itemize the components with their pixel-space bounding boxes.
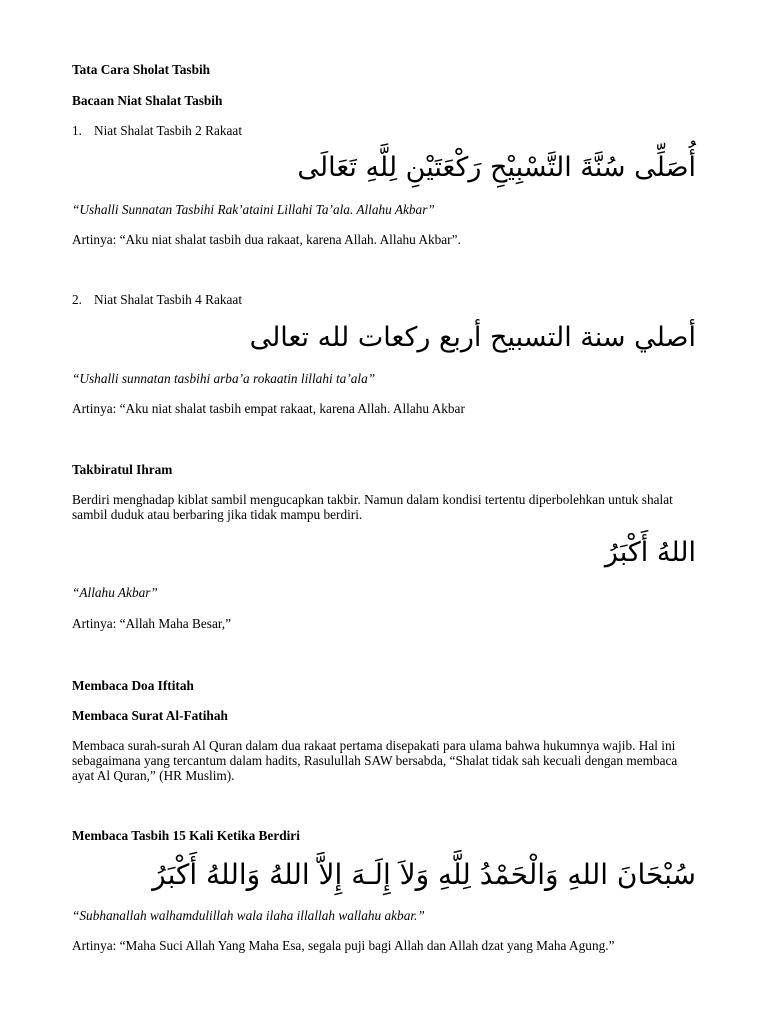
niat-item-2-latin: “Ushalli sunnatan tasbihi arba’a rokaatin lillahi ta’ala” [72, 371, 376, 386]
niat-item-2-label-line [72, 292, 696, 307]
document-title: Tata Cara Sholat Tasbih [72, 62, 211, 77]
niat-item-1-number: 1. [72, 123, 82, 138]
niat-item-1-meaning: Artinya: “Aku niat shalat tasbih dua rakaat, karena Allah. Allahu Akbar”. [72, 232, 461, 247]
takbiratul-heading: Takbiratul Ihram [72, 462, 173, 477]
takbiratul-arabic: اللهُ أَكْبَرُ [604, 537, 696, 568]
tasbih15-latin: “Subhanallah walhamdulillah wala ilaha illallah wallahu akbar.” [72, 908, 425, 923]
takbiratul-latin: “Allahu Akbar” [72, 585, 158, 600]
niat-item-2-number: 2. [72, 292, 82, 307]
niat-item-1-arabic: أُصَلِّى سُنَّةَ التَّسْبِيْحِ رَكْعَتَيْنِ لِلَّهِ تَعَالَى [297, 152, 696, 183]
tasbih15-meaning: Artinya: “Maha Suci Allah Yang Maha Esa, segala puji bagi Allah dan Allah dzat yang Maha Agung.” [72, 938, 615, 953]
iftitah-heading: Membaca Doa Iftitah [72, 678, 194, 693]
tasbih15-arabic: سُبْحَانَ اللهِ وَالْحَمْدُ لِلَّهِ وَلاَ إِلَـهَ إِلاَّ اللهُ وَاللهُ أَكْبَرُ [152, 858, 696, 891]
niat-item-1-label: Niat Shalat Tasbih 2 Rakaat [94, 123, 243, 138]
niat-heading: Bacaan Niat Shalat Tasbih [72, 93, 223, 108]
document-page [72, 0, 696, 1024]
fatihah-heading: Membaca Surat Al-Fatihah [72, 708, 228, 723]
niat-item-2-arabic: أصلي سنة التسبيح أربع ركعات لله تعالى [249, 322, 696, 353]
niat-item-1-latin: “Ushalli Sunnatan Tasbihi Rak’ataini Lillahi Ta’ala. Allahu Akbar” [72, 202, 435, 217]
niat-item-2-label: Niat Shalat Tasbih 4 Rakaat [94, 292, 243, 307]
niat-item-2-meaning: Artinya: “Aku niat shalat tasbih empat rakaat, karena Allah. Allahu Akbar [72, 401, 465, 416]
takbiratul-meaning: Artinya: “Allah Maha Besar,” [72, 616, 231, 631]
takbiratul-paragraph: Berdiri menghadap kiblat sambil mengucapkan takbir. Namun dalam kondisi tertentu diperbolehkan untuk shalat sambil duduk atau berbaring jika tidak mampu berdiri. [72, 492, 673, 522]
tasbih15-heading: Membaca Tasbih 15 Kali Ketika Berdiri [72, 828, 300, 843]
niat-item-1-label-line [72, 123, 696, 138]
fatihah-paragraph: Membaca surah-surah Al Quran dalam dua rakaat pertama disepakati para ulama bahwa hukumnya wajib. Hal ini sebagaimana yang tercantum dalam hadits, Rasulullah SAW bersabda, “Shalat tidak sah kecuali dengan membaca ayat Al Quran,” (HR Muslim). [72, 738, 678, 783]
